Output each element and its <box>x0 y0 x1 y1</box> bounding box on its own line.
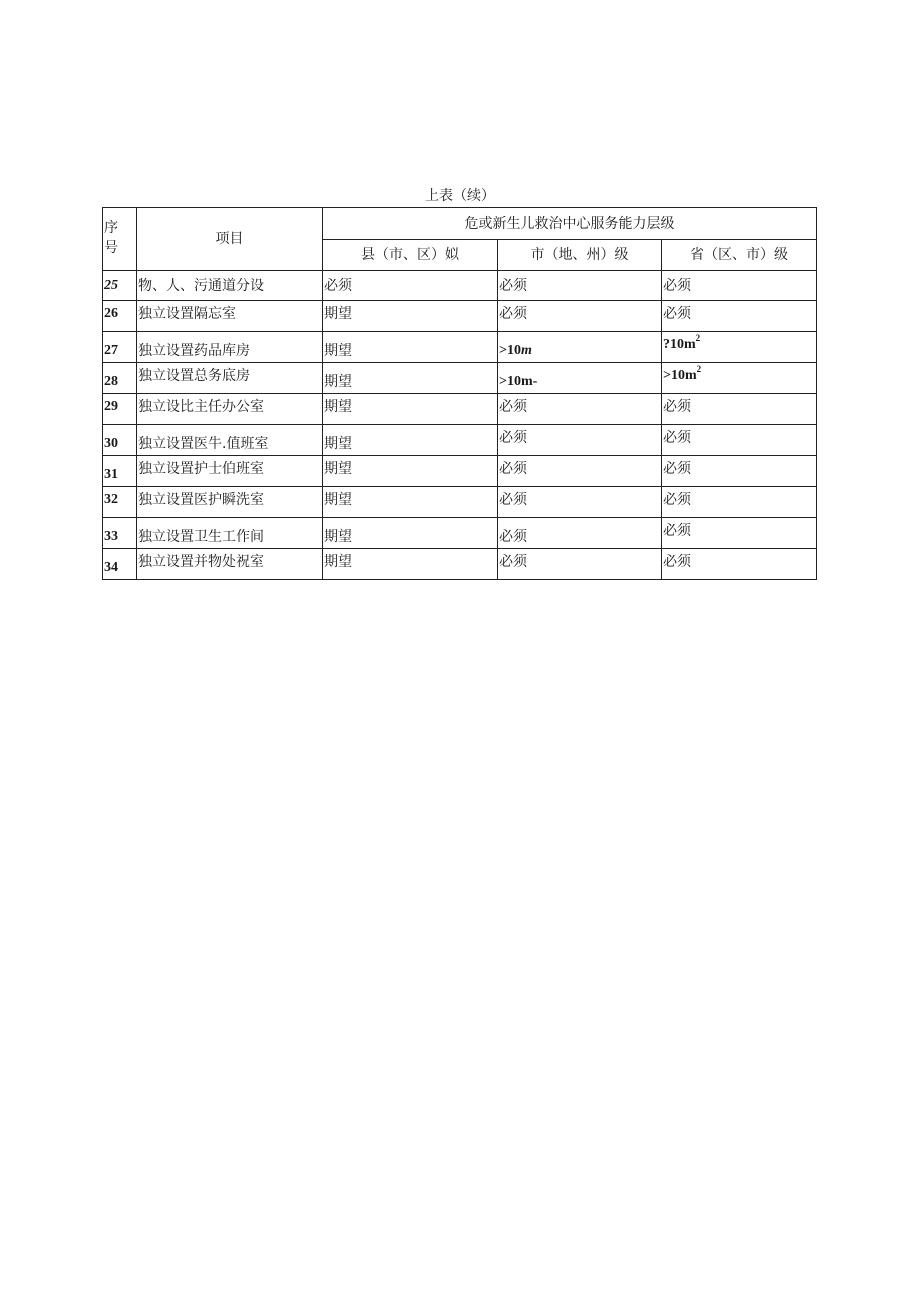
row-county: 期望 <box>323 549 498 580</box>
row-number: 33 <box>103 518 137 549</box>
row-city: 必须 <box>498 456 662 487</box>
row-province: 必须 <box>662 425 817 456</box>
row-county: 必须 <box>323 271 498 301</box>
row-number: 31 <box>103 456 137 487</box>
row-province-value: >10m <box>663 368 697 383</box>
row-item: 独立设置并物处祝室 <box>137 549 323 580</box>
table-row <box>103 271 817 301</box>
row-province-value: ?10m <box>663 337 696 352</box>
header-item: 项目 <box>137 208 323 271</box>
table-row <box>103 301 817 332</box>
row-province: 必须 <box>662 271 817 301</box>
row-city <box>498 332 662 363</box>
row-province: 必须 <box>662 518 817 549</box>
row-number: 29 <box>103 394 137 425</box>
row-number: 26 <box>103 301 137 332</box>
row-item: 物、人、污通道分设 <box>137 271 323 301</box>
table-row <box>103 456 817 487</box>
row-county: 期望 <box>323 456 498 487</box>
row-number: 27 <box>103 332 137 363</box>
row-province: 必须 <box>662 549 817 580</box>
table-caption: 上表（续） <box>425 188 495 204</box>
row-number: 30 <box>103 425 137 456</box>
row-city: 必须 <box>498 271 662 301</box>
header-level-city: 市（地、州）级 <box>498 240 662 271</box>
row-province-exponent: 2 <box>696 364 702 375</box>
row-city: 必须 <box>498 549 662 580</box>
table-row <box>103 518 817 549</box>
row-number: 28 <box>103 363 137 394</box>
row-item: 独立设置护士伯班室 <box>137 456 323 487</box>
row-number: 25 <box>103 271 137 301</box>
row-county: 期望 <box>323 301 498 332</box>
row-number: 32 <box>103 487 137 518</box>
row-province <box>662 363 817 394</box>
table-row <box>103 549 817 580</box>
table-row <box>103 487 817 518</box>
row-number: 34 <box>103 549 137 580</box>
row-county: 期望 <box>323 518 498 549</box>
row-city: >10m- <box>498 363 662 394</box>
row-county: 期望 <box>323 332 498 363</box>
row-province: 必须 <box>662 394 817 425</box>
row-province <box>662 332 817 363</box>
row-item: 独立设置医牛.值班室 <box>137 425 323 456</box>
header-level-county: 县（市、区）姒 <box>323 240 498 271</box>
row-city: 必须 <box>498 425 662 456</box>
row-item: 独立设置医护瞬洗室 <box>137 487 323 518</box>
row-city: 必须 <box>498 301 662 332</box>
row-county: 期望 <box>323 363 498 394</box>
row-province: 必须 <box>662 301 817 332</box>
header-seq <box>103 208 137 271</box>
row-city: 必须 <box>498 518 662 549</box>
row-item: 独立设置卫生工作间 <box>137 518 323 549</box>
row-county: 期望 <box>323 394 498 425</box>
header-seq-top: 序 <box>104 220 118 236</box>
row-province: 必须 <box>662 456 817 487</box>
row-city-unit: m <box>520 343 532 358</box>
row-item: 独立设比主任办公室 <box>137 394 323 425</box>
row-county: 期望 <box>323 487 498 518</box>
row-city: 必须 <box>498 394 662 425</box>
row-city: 必须 <box>498 487 662 518</box>
table-row <box>103 332 817 363</box>
row-province-exponent: 2 <box>695 333 701 344</box>
header-level-province: 省（区、市）级 <box>662 240 817 271</box>
table-row <box>103 363 817 394</box>
table-row <box>103 425 817 456</box>
table-row <box>103 394 817 425</box>
row-item: 独立设置隔忘室 <box>137 301 323 332</box>
row-county: 期望 <box>323 425 498 456</box>
row-province: 必须 <box>662 487 817 518</box>
service-capability-table <box>102 207 817 580</box>
header-service-level-group: 危或新生儿救治中心服务能力层级 <box>323 208 817 240</box>
row-item: 独立设置总务底房 <box>137 363 323 394</box>
header-row-1 <box>103 208 817 240</box>
row-item: 独立设置药品库房 <box>137 332 323 363</box>
row-city-value: >10 <box>499 343 521 358</box>
header-seq-bottom: 号 <box>104 240 118 256</box>
